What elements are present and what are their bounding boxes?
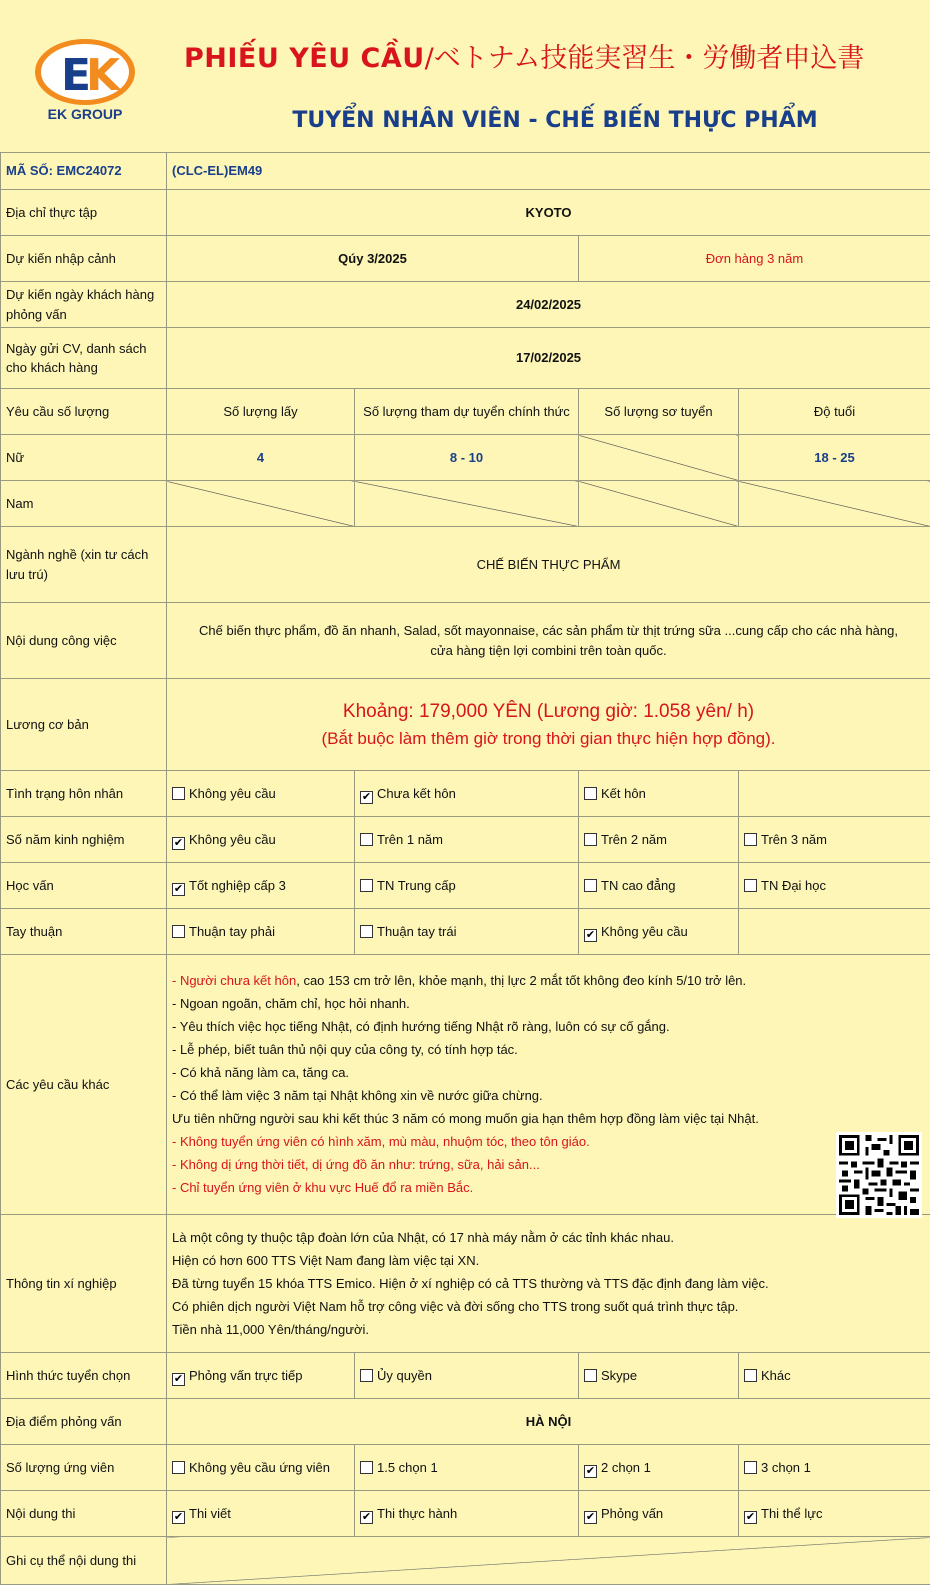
code-label: MÃ SỐ: EMC24072 [1, 153, 167, 190]
location-label: Địa điểm phỏng vấn [1, 1399, 167, 1445]
other-line: - Ngoan ngoãn, chăm chỉ, học hỏi nhanh. [172, 992, 925, 1015]
female-take: 4 [167, 435, 355, 481]
row-other-requirements [1, 955, 930, 1215]
form-subtitle: TUYỂN NHÂN VIÊN - CHẾ BIẾN THỰC PHẨM [0, 108, 930, 133]
exam-option[interactable]: ✔ Thi viết [167, 1491, 355, 1537]
checkbox-icon[interactable]: ✔ [584, 1511, 597, 1524]
marital-option[interactable]: Kết hôn [579, 771, 739, 817]
company-line: Đã từng tuyển 15 khóa TTS Emico. Hiện ở xí nghiệp có cả TTS thường và TTS đặc định đang làm việc. [172, 1272, 925, 1295]
hand-label: Tay thuận [1, 909, 167, 955]
checkbox-icon[interactable]: ✔ [584, 1465, 597, 1478]
education-option[interactable]: ✔ Tốt nghiệp cấp 3 [167, 863, 355, 909]
other-label: Các yêu cầu khác [1, 955, 167, 1215]
other-line: - Có khả năng làm ca, tăng ca. [172, 1061, 925, 1084]
marital-option[interactable]: ✔ Chưa kết hôn [355, 771, 579, 817]
qr-code [836, 1132, 922, 1218]
notes-label: Ghi cụ thể nội dung thi [1, 1537, 167, 1585]
hand-empty [739, 909, 930, 955]
salary-line-2: (Bắt buộc làm thêm giờ trong thời gian thực hiện hợp đồng). [172, 726, 925, 752]
checkbox-icon[interactable] [172, 925, 185, 938]
checkbox-icon[interactable]: ✔ [172, 883, 185, 896]
selection-option[interactable]: Skype [579, 1353, 739, 1399]
row-marital [1, 771, 930, 817]
candidates-option[interactable]: Không yêu cầu ứng viên [167, 1445, 355, 1491]
notes-empty [167, 1537, 930, 1585]
row-male [1, 481, 930, 527]
checkbox-icon[interactable]: ✔ [360, 1511, 373, 1524]
cv-date-label: Ngày gửi CV, danh sách cho khách hàng [1, 328, 167, 389]
checkbox-icon[interactable] [584, 787, 597, 800]
checkbox-icon[interactable] [360, 925, 373, 938]
candidates-option[interactable]: 1.5 chọn 1 [355, 1445, 579, 1491]
checkbox-icon[interactable] [172, 1461, 185, 1474]
female-preliminary-empty [579, 435, 739, 481]
quantity-header-preliminary: Số lượng sơ tuyển [579, 389, 739, 435]
female-age: 18 - 25 [739, 435, 930, 481]
experience-option[interactable]: ✔ Không yêu cầu [167, 817, 355, 863]
candidates-option[interactable]: ✔ 2 chọn 1 [579, 1445, 739, 1491]
row-interview-date [1, 282, 930, 328]
svg-text:E: E [61, 50, 91, 101]
row-candidates [1, 1445, 930, 1491]
exam-option[interactable]: ✔ Thi thực hành [355, 1491, 579, 1537]
checkbox-icon[interactable] [744, 879, 757, 892]
experience-option[interactable]: Trên 2 năm [579, 817, 739, 863]
other-line: - Có thể làm việc 3 năm tại Nhật không xin về nước giữa chừng. [172, 1084, 925, 1107]
education-option[interactable]: TN cao đẳng [579, 863, 739, 909]
male-preliminary-empty [579, 481, 739, 527]
checkbox-icon[interactable]: ✔ [172, 837, 185, 850]
quantity-header-official: Số lượng tham dự tuyển chính thức [355, 389, 579, 435]
other-red-line: - Không dị ứng thời tiết, dị ứng đồ ăn như: trứng, sữa, hải sản... [172, 1153, 925, 1176]
checkbox-icon[interactable] [744, 1369, 757, 1382]
row-female [1, 435, 930, 481]
hand-option[interactable]: Thuận tay phải [167, 909, 355, 955]
svg-text:K: K [86, 50, 122, 101]
entry-label: Dự kiến nhập cảnh [1, 236, 167, 282]
selection-label: Hình thức tuyển chọn [1, 1353, 167, 1399]
checkbox-icon[interactable] [584, 833, 597, 846]
checkbox-icon[interactable] [744, 1461, 757, 1474]
row-exam [1, 1491, 930, 1537]
male-label: Nam [1, 481, 167, 527]
logo-text: EK GROUP [32, 106, 138, 122]
company-line: Có phiên dịch người Việt Nam hỗ trợ công việc và đời sống cho TTS trong suốt quá trình thực tập. [172, 1295, 925, 1318]
quantity-header-take: Số lượng lấy [167, 389, 355, 435]
other-line-1: - Người chưa kết hôn, cao 153 cm trở lên, khỏe mạnh, thị lực 2 mắt tốt không đeo kính 5/10 trở lên. [172, 969, 925, 992]
exam-label: Nội dung thi [1, 1491, 167, 1537]
row-entry [1, 236, 930, 282]
checkbox-icon[interactable] [360, 879, 373, 892]
salary-line-1: Khoảng: 179,000 YÊN (Lương giờ: 1.058 yên/ h) [172, 698, 925, 727]
education-option[interactable]: TN Trung cấp [355, 863, 579, 909]
row-selection [1, 1353, 930, 1399]
selection-option[interactable]: Ủy quyền [355, 1353, 579, 1399]
marital-empty [739, 771, 930, 817]
checkbox-icon[interactable] [360, 1461, 373, 1474]
experience-label: Số năm kinh nghiệm [1, 817, 167, 863]
job-value: Chế biến thực phẩm, đồ ăn nhanh, Salad, sốt mayonnaise, các sản phẩm từ thịt trứng sữa ...cung cấp cho các nhà hàng, cửa hàng tiện lợi combini trên toàn quốc. [167, 603, 930, 679]
row-salary [1, 679, 930, 771]
exam-option[interactable]: ✔ Phỏng vấn [579, 1491, 739, 1537]
other-red-line: - Chỉ tuyển ứng viên ở khu vực Huế đổ ra miền Bắc. [172, 1176, 925, 1199]
company-line: Hiện có hơn 600 TTS Việt Nam đang làm việc tại XN. [172, 1249, 925, 1272]
row-quantity-header [1, 389, 930, 435]
checkbox-icon[interactable] [360, 833, 373, 846]
checkbox-icon[interactable] [172, 787, 185, 800]
checkbox-icon[interactable]: ✔ [360, 791, 373, 804]
quantity-header-age: Độ tuổi [739, 389, 930, 435]
checkbox-icon[interactable]: ✔ [172, 1373, 185, 1386]
candidates-option[interactable]: 3 chọn 1 [739, 1445, 930, 1491]
checkbox-icon[interactable] [360, 1369, 373, 1382]
form-title: PHIẾU YÊU CẦU/ベトナム技能実習生・労働者申込書 [184, 36, 864, 75]
row-notes [1, 1537, 930, 1585]
hand-option[interactable]: ✔ Không yêu cầu [579, 909, 739, 955]
interview-date-label: Dự kiến ngày khách hàng phỏng vấn [1, 282, 167, 328]
company-line: Tiền nhà 11,000 Yên/tháng/người. [172, 1318, 925, 1341]
industry-value: CHẾ BIẾN THỰC PHẨM [167, 527, 930, 603]
checkbox-icon[interactable]: ✔ [172, 1511, 185, 1524]
job-label: Nội dung công việc [1, 603, 167, 679]
experience-option[interactable]: Trên 1 năm [355, 817, 579, 863]
cv-date-value: 17/02/2025 [167, 328, 930, 389]
education-label: Học vấn [1, 863, 167, 909]
header [0, 0, 930, 152]
selection-option[interactable]: ✔ Phỏng vấn trực tiếp [167, 1353, 355, 1399]
industry-label: Ngành nghề (xin tư cách lưu trú) [1, 527, 167, 603]
other-line: - Yêu thích việc học tiếng Nhật, có định hướng tiếng Nhật rõ ràng, luôn có sự cố gắng. [172, 1015, 925, 1038]
location-value: HÀ NỘI [167, 1399, 930, 1445]
checkbox-icon[interactable]: ✔ [744, 1511, 757, 1524]
other-requirements [167, 955, 930, 1215]
row-code [1, 153, 930, 190]
other-red-line: - Không tuyển ứng viên có hình xăm, mù màu, nhuộm tóc, theo tôn giáo. [172, 1130, 925, 1153]
marital-label: Tình trạng hôn nhân [1, 771, 167, 817]
salary-label: Lương cơ bản [1, 679, 167, 771]
checkbox-icon[interactable] [744, 833, 757, 846]
row-address [1, 190, 930, 236]
company-line: Là một công ty thuộc tập đoàn lớn của Nhật, có 17 nhà máy nằm ở các tỉnh khác nhau. [172, 1226, 925, 1249]
marital-option[interactable]: Không yêu cầu [167, 771, 355, 817]
checkbox-icon[interactable] [584, 879, 597, 892]
address-label: Địa chỉ thực tập [1, 190, 167, 236]
code-value: (CLC-EL)EM49 [167, 153, 930, 190]
male-take-empty [167, 481, 355, 527]
experience-option[interactable]: Trên 3 năm [739, 817, 930, 863]
education-option[interactable]: TN Đại học [739, 863, 930, 909]
row-company [1, 1215, 930, 1353]
selection-option[interactable]: Khác [739, 1353, 930, 1399]
row-cv-date [1, 328, 930, 389]
other-line: Ưu tiên những người sau khi kết thúc 3 năm có mong muốn gia hạn thêm hợp đồng làm việc tại Nhật. [172, 1107, 925, 1130]
row-job [1, 603, 930, 679]
candidates-label: Số lượng ứng viên [1, 1445, 167, 1491]
row-experience [1, 817, 930, 863]
order-type: Đơn hàng 3 năm [579, 236, 930, 282]
row-hand [1, 909, 930, 955]
quantity-label: Yêu cầu số lượng [1, 389, 167, 435]
row-education [1, 863, 930, 909]
hand-option[interactable]: Thuận tay trái [355, 909, 579, 955]
address-value: KYOTO [167, 190, 930, 236]
company-label: Thông tin xí nghiệp [1, 1215, 167, 1353]
checkbox-icon[interactable]: ✔ [584, 929, 597, 942]
male-official-empty [355, 481, 579, 527]
female-label: Nữ [1, 435, 167, 481]
salary-value [167, 679, 930, 771]
entry-value: Qúy 3/2025 [167, 236, 579, 282]
other-line: - Lễ phép, biết tuân thủ nội quy của công ty, có tính hợp tác. [172, 1038, 925, 1061]
male-age-empty [739, 481, 930, 527]
row-location [1, 1399, 930, 1445]
company-info [167, 1215, 930, 1353]
row-industry [1, 527, 930, 603]
female-official: 8 - 10 [355, 435, 579, 481]
interview-date-value: 24/02/2025 [167, 282, 930, 328]
request-form-table [0, 152, 930, 1585]
checkbox-icon[interactable] [584, 1369, 597, 1382]
exam-option[interactable]: ✔ Thi thể lực [739, 1491, 930, 1537]
